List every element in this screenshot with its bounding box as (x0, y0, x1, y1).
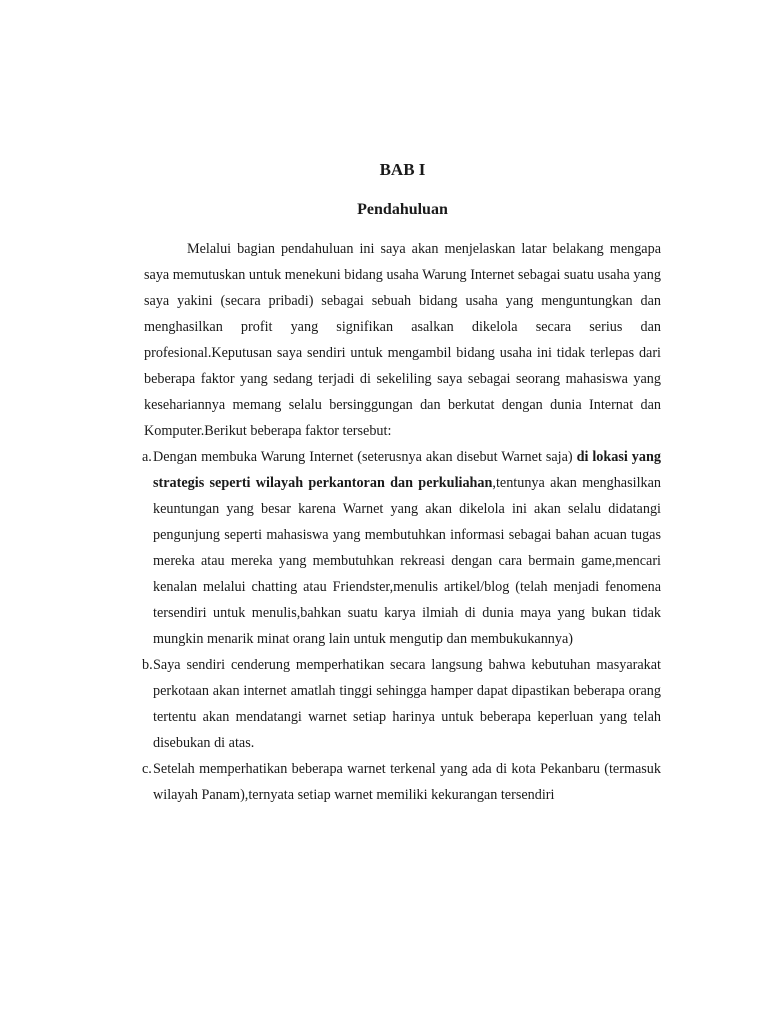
item-text-before: Saya sendiri cenderung memperhatikan secara langsung bahwa kebutuhan masyarakat perkotaan akan internet amatlah tinggi sehingga hamper dapat dipastikan beberapa orang tertentu akan mendatangi warnet setiap harinya untuk beberapa keperluan yang telah disebukan di atas. (153, 657, 661, 751)
factor-list (144, 444, 661, 808)
item-text-after: ,tentunya akan menghasilkan keuntungan yang besar karena Warnet yang akan dikelola ini akan selalu didatangi pengunjung seperti mahasiswa yang membutuhkan informasi sebagai bahan acuan tugas mereka atau mereka yang membutuhkan rekreasi dengan cara bermain game,mencari kenalan melalui chatting atau Friendster,menulis artikel/blog (telah menjadi fenomena tersendiri untuk menulis,bahkan suatu karya ilmiah di dunia maya yang bukan tidak mungkin menarik minat orang lain untuk mengutip dan membukukannya) (153, 475, 661, 647)
item-text-bold: di lokasi yang strategis seperti wilayah perkantoran dan perkuliahan (153, 449, 661, 491)
intro-paragraph: Melalui bagian pendahuluan ini saya akan menjelaskan latar belakang mengapa saya memutuskan untuk menekuni bidang usaha Warung Internet sebagai suatu usaha yang saya yakini (secara pribadi) sebagai sebuah bidang usaha yang menguntungkan dan menghasilkan profit yang signifikan asalkan dikelola secara serius dan profesional.Keputusan saya sendiri untuk mengambil bidang usaha ini tidak terlepas dari beberapa faktor yang sedang terjadi di sekeliling saya sebagai seorang mahasiswa yang kesehariannya memang selalu bersinggungan dan berkutat dengan dunia Internat dan Komputer.Berikut beberapa faktor tersebut: (144, 241, 661, 439)
list-item-text (153, 652, 661, 756)
list-item-text (153, 444, 661, 652)
chapter-heading: BAB I (379, 160, 426, 179)
document-page (144, 155, 661, 808)
section-title: Pendahuluan (357, 201, 448, 218)
list-marker: a. (142, 449, 152, 465)
list-item (144, 756, 661, 808)
list-item (144, 652, 661, 756)
list-marker: c. (142, 761, 152, 777)
item-text-before: Dengan membuka Warung Internet (seterusnya akan disebut Warnet saja) (153, 449, 577, 465)
item-text-before: Setelah memperhatikan beberapa warnet terkenal yang ada di kota Pekanbaru (termasuk wilayah Panam),ternyata setiap warnet memiliki kekurangan tersendiri (153, 761, 661, 803)
list-marker: b. (142, 657, 153, 673)
list-item-text (153, 756, 661, 808)
list-item (144, 444, 661, 652)
